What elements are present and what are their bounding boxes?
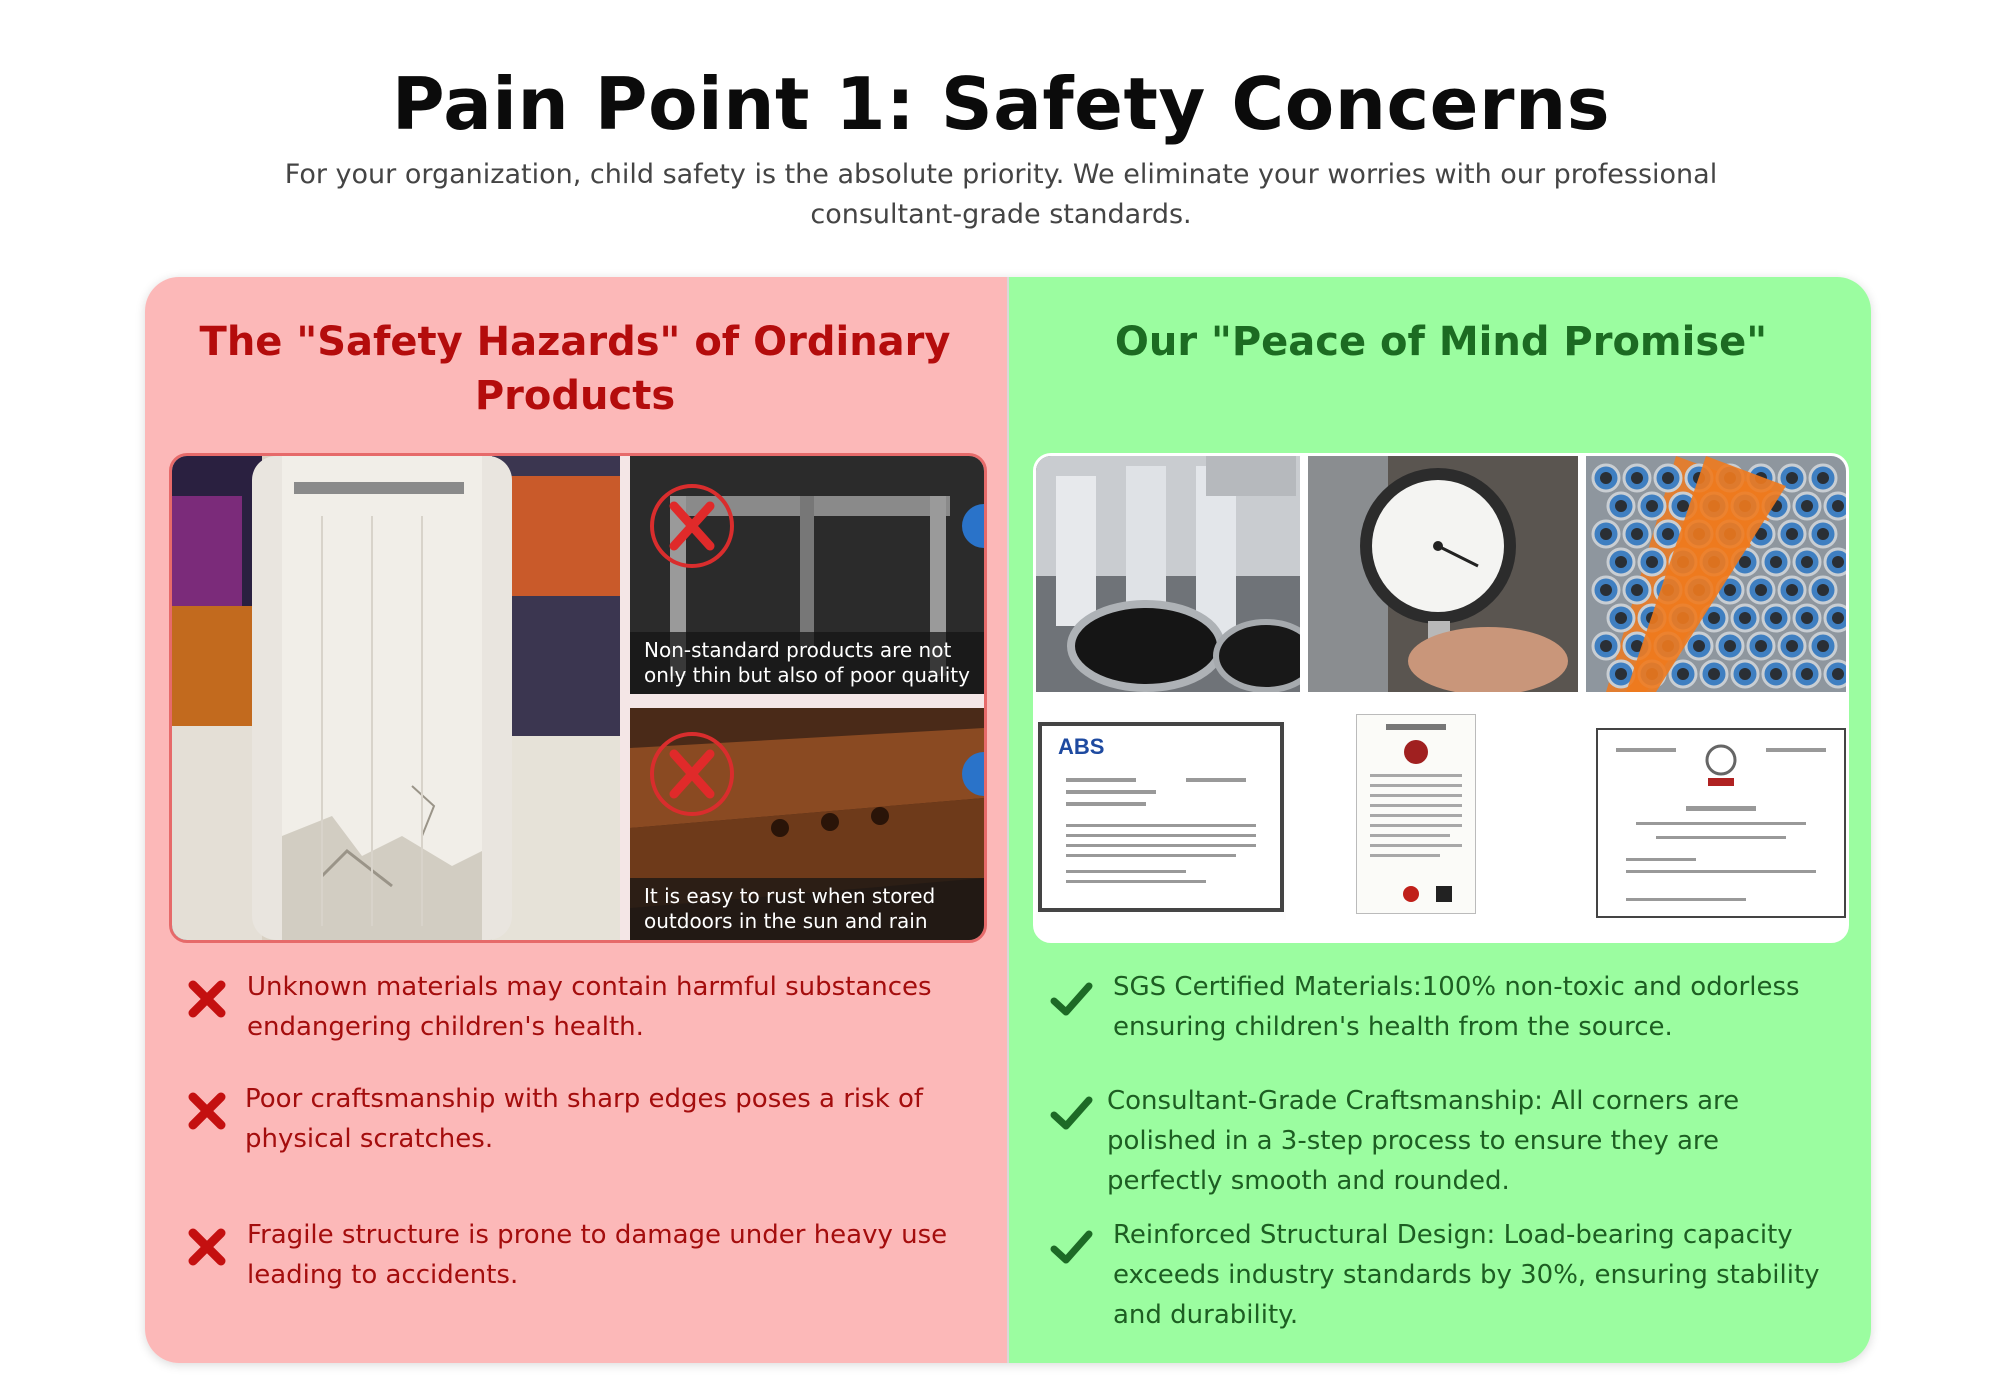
checkmark-icon xyxy=(1049,1091,1093,1135)
comparison-card xyxy=(145,277,1871,1363)
promise-text: Consultant-Grade Craftsmanship: All corners are polished in a 3-step process to ensure they are perfectly smooth and rounded. xyxy=(1107,1086,1740,1196)
thin-steel-profile-photo xyxy=(630,456,984,694)
rusted-steel-photo xyxy=(630,708,984,940)
thickness-gauge-photo xyxy=(1308,456,1578,692)
thin-steel-caption: Non-standard products are not only thin but also of poor quality xyxy=(630,632,984,694)
registration-certificate-photo xyxy=(1356,714,1476,914)
hazards-title: The "Safety Hazards" of Ordinary Products xyxy=(199,319,951,419)
abs-logo-text: ABS xyxy=(1058,734,1105,759)
checkmark-icon xyxy=(1049,1225,1093,1269)
promise-photo-collage xyxy=(1033,453,1849,943)
cross-icon xyxy=(185,977,229,1021)
caliper-measuring-pipe-photo xyxy=(1036,456,1300,692)
rusted-steel-caption: It is easy to rust when stored outdoors in the sun and rain xyxy=(630,878,984,940)
promise-text: Reinforced Structural Design: Load-bearing capacity exceeds industry standards by 30%, ensuring stability and durability. xyxy=(1113,1220,1820,1330)
bundled-galvanized-pipes-photo xyxy=(1586,456,1846,692)
page-title: Pain Point 1: Safety Concerns xyxy=(391,62,1611,146)
hazard-text: Poor craftsmanship with sharp edges poses a risk of physical scratches. xyxy=(245,1084,924,1154)
promise-column xyxy=(1007,277,1871,1363)
hazard-text: Unknown materials may contain harmful substances endangering children's health. xyxy=(247,972,932,1042)
cross-icon xyxy=(185,1225,229,1269)
hazard-text: Fragile structure is prone to damage under heavy use leading to accidents. xyxy=(247,1220,948,1290)
cracked-plastic-slide-photo xyxy=(172,456,620,940)
promise-title: Our "Peace of Mind Promise" xyxy=(1114,319,1768,365)
hazards-column xyxy=(145,277,1007,1363)
recognition-certificate-photo xyxy=(1596,728,1846,918)
page-subtitle: For your organization, child safety is the absolute priority. We eliminate your worries with our professional consultant-grade standards. xyxy=(284,159,1718,230)
cross-icon xyxy=(185,1089,229,1133)
promise-text: SGS Certified Materials:100% non-toxic and odorless ensuring children's health from the source. xyxy=(1113,972,1800,1042)
checkmark-icon xyxy=(1049,977,1093,1021)
hazards-photo-collage xyxy=(169,453,987,943)
abs-certificate-photo xyxy=(1036,720,1286,920)
